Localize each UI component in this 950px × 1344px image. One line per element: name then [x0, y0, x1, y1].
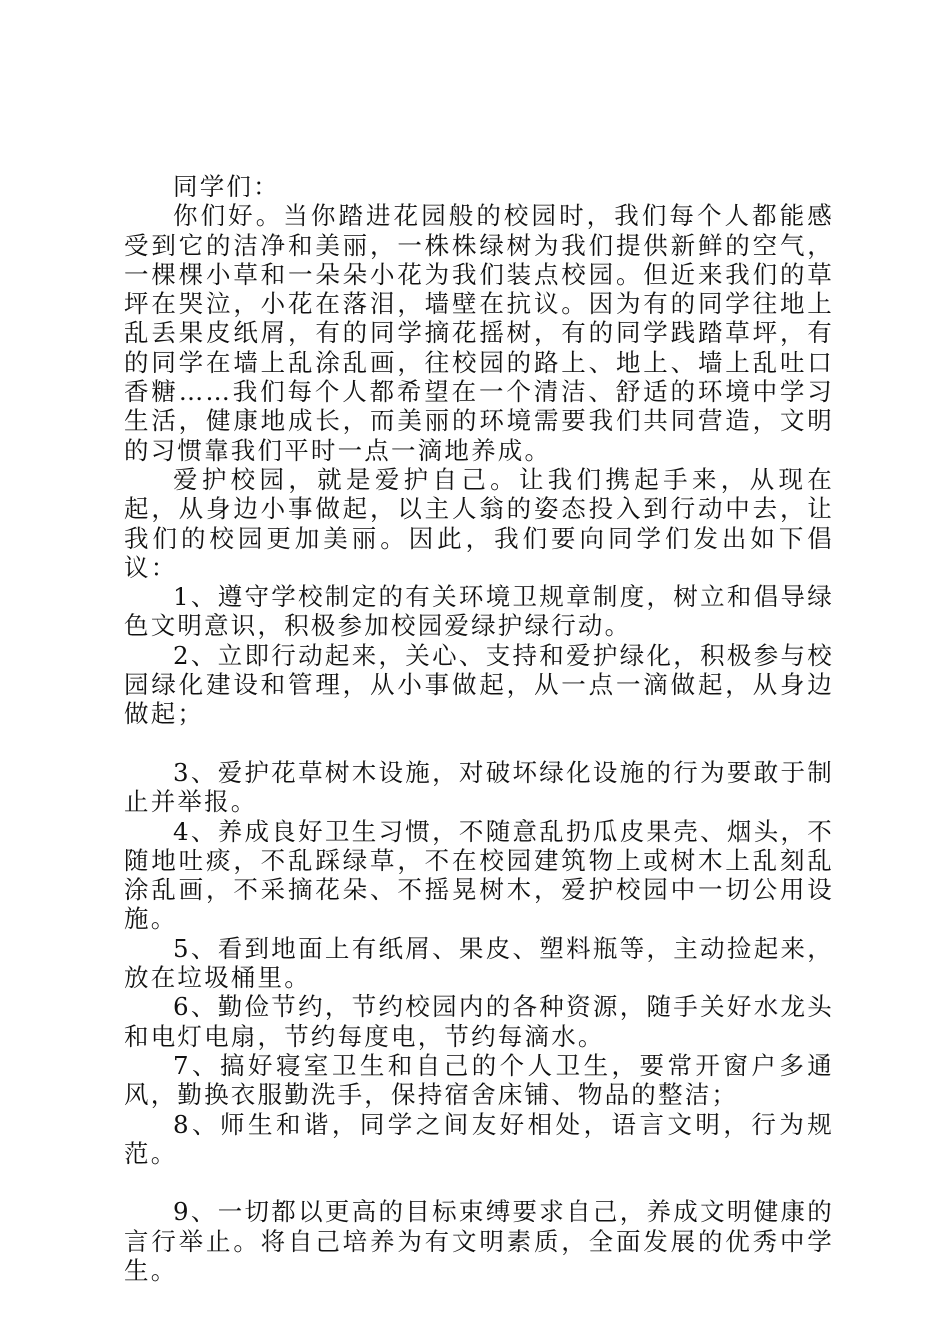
proposal-item-9: 9、一切都以更高的目标束缚要求自己，养成文明健康的言行举止。将自己培养为有文明素质，全面发展的优秀中学生。: [124, 1197, 834, 1285]
proposal-item-5: 5、看到地面上有纸屑、果皮、塑料瓶等，主动捡起来，放在垃圾桶里。: [124, 933, 834, 993]
proposal-item-6: 6、勤俭节约，节约校园内的各种资源，随手关好水龙头和电灯电扇，节约每度电，节约每滴水。: [124, 992, 834, 1051]
document-body: [124, 172, 834, 1285]
blank-line: [124, 729, 834, 758]
proposal-item-4: 4、养成良好卫生习惯，不随意乱扔瓜皮果壳、烟头，不随地吐痰，不乱踩绿草，不在校园建筑物上或树木上乱刻乱涂乱画，不采摘花朵、不摇晃树木，爱护校园中一切公用设施。: [124, 816, 834, 934]
proposal-item-1: 1、遵守学校制定的有关环境卫规章制度，树立和倡导绿色文明意识，积极参加校园爱绿护绿行动。: [124, 582, 834, 641]
blank-line: [124, 1168, 834, 1197]
proposal-item-7: 7、搞好寝室卫生和自己的个人卫生，要常开窗户多通风，勤换衣服勤洗手，保持宿舍床铺、物品的整洁；: [124, 1050, 834, 1110]
proposal-item-2: 2、立即行动起来，关心、支持和爱护绿化，积极参与校园绿化建设和管理，从小事做起，从一点一滴做起，从身边做起；: [124, 640, 834, 729]
paragraph-greeting: 你们好。当你踏进花园般的校园时，我们每个人都能感受到它的洁净和美丽，一株株绿树为我们提供新鲜的空气，一棵棵小草和一朵朵小花为我们装点校园。但近来我们的草坪在哭泣，小花在落泪，墙壁在抗议。因为有的同学往地上乱丢果皮纸屑，有的同学摘花摇树，有的同学践踏草坪，有的同学在墙上乱涂乱画，往校园的路上、地上、墙上乱吐口香糖……我们每个人都希望在一个清洁、舒适的环境中学习生活，健康地成长，而美丽的环境需要我们共同营造，文明的习惯靠我们平时一点一滴地养成。: [124, 201, 834, 465]
proposal-item-8: 8、师生和谐，同学之间友好相处，语言文明，行为规范。: [124, 1109, 834, 1168]
paragraph-proposal-intro: 爱护校园，就是爱护自己。让我们携起手来，从现在起，从身边小事做起，以主人翁的姿态投入到行动中去，让我们的校园更加美丽。因此，我们要向同学们发出如下倡议：: [124, 464, 834, 582]
salutation: 同学们：: [173, 172, 280, 201]
proposal-item-3: 3、爱护花草树木设施，对破坏绿化设施的行为要敢于制止并举报。: [124, 757, 834, 817]
